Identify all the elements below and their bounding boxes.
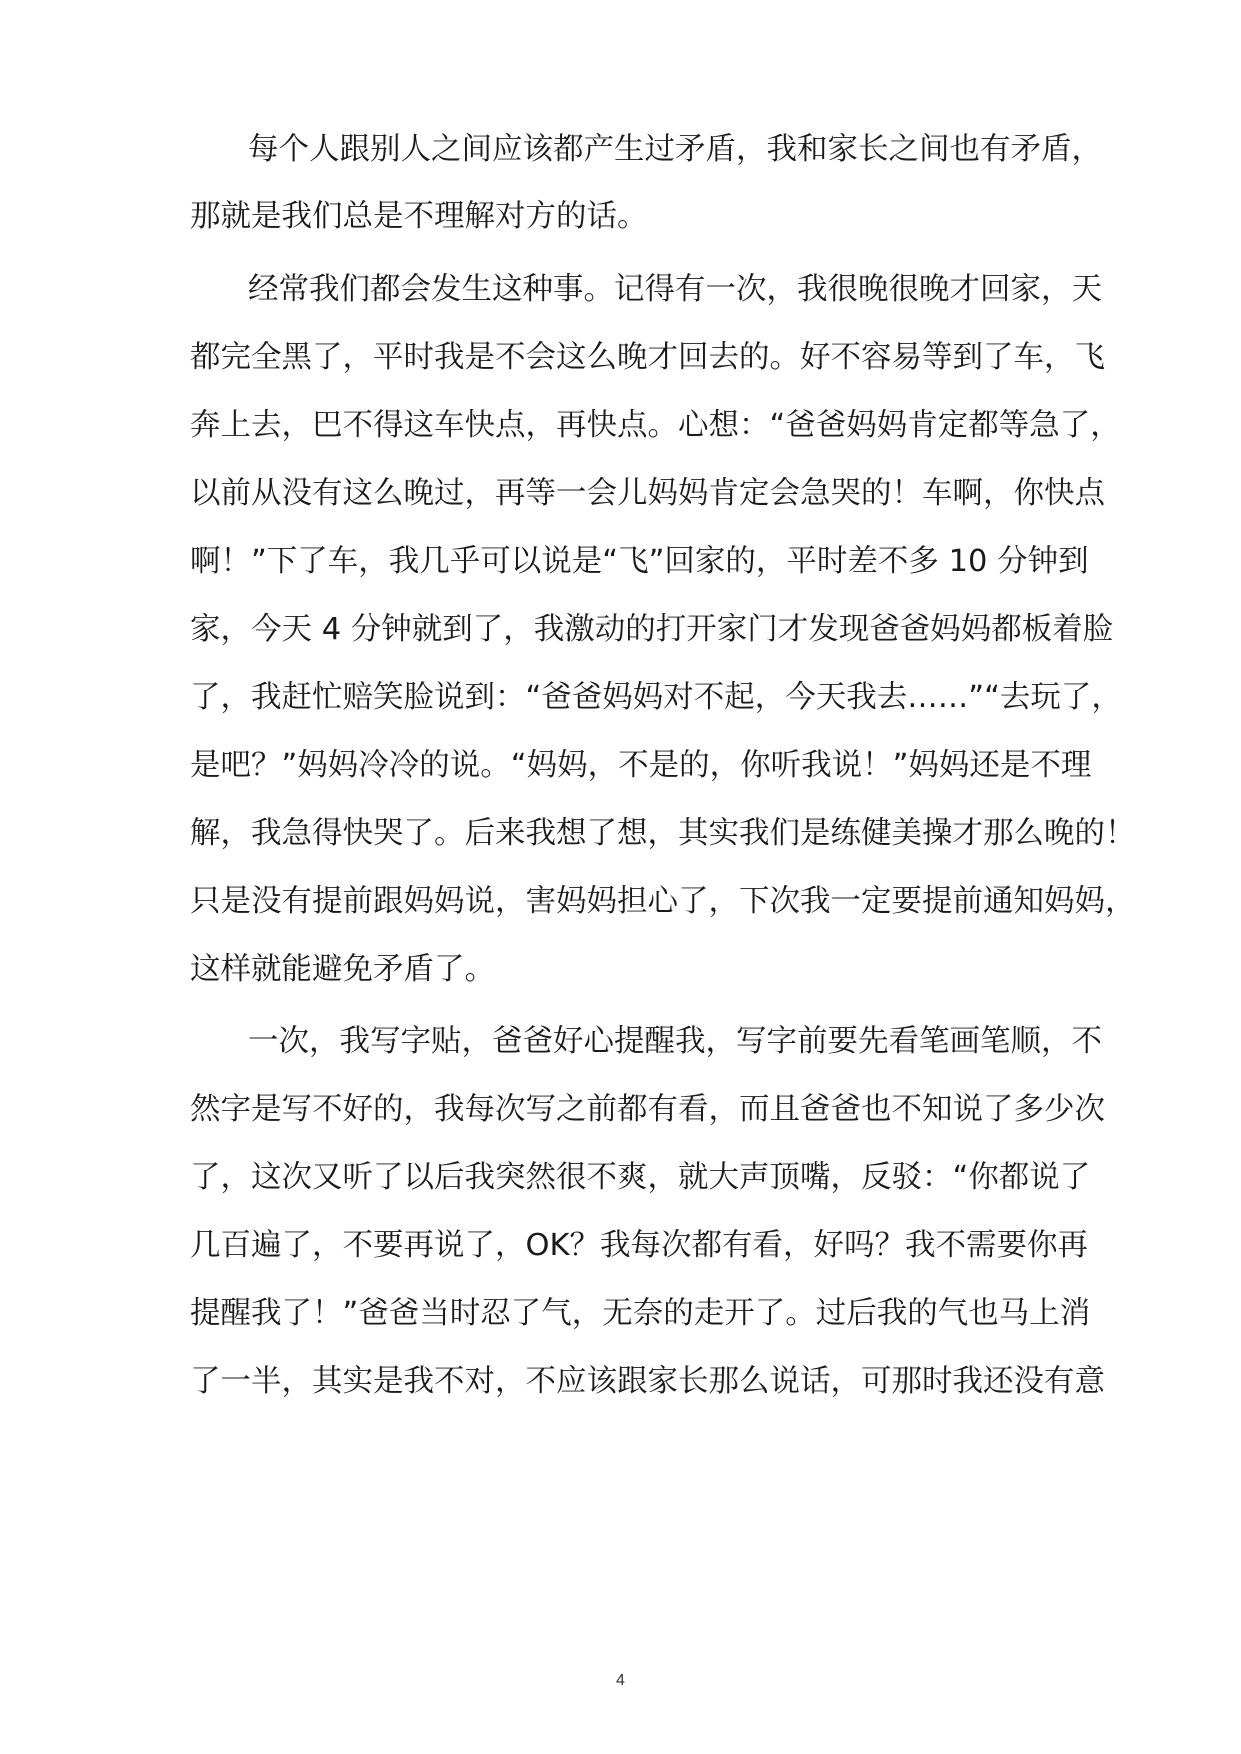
paragraph-1-line-2: 那就是我们总是不理解对方的话。 bbox=[190, 199, 648, 234]
paragraph-3-line-5: 提醒我了！”爸爸当时忍了气，无奈的走开了。过后我的气也马上消 bbox=[190, 1296, 1091, 1331]
paragraph-2-line-7: 了，我赶忙赔笑脸说到：“爸爸妈妈对不起，今天我去……”“去玩了， bbox=[190, 680, 1122, 715]
paragraph-2-line-5: 啊！”下了车，我几乎可以说是“飞”回家的，平时差不多 10 分钟到 bbox=[190, 544, 1089, 579]
paragraph-3-line-6: 了一半，其实是我不对，不应该跟家长那么说话，可那时我还没有意 bbox=[190, 1364, 1105, 1399]
paragraph-2-line-3: 奔上去，巴不得这车快点，再快点。心想：“爸爸妈妈肯定都等急了， bbox=[190, 408, 1121, 443]
paragraph-3-line-1: 一次，我写字贴，爸爸好心提醒我，写字前要先看笔画笔顺，不 bbox=[248, 1024, 1102, 1059]
paragraph-2-line-9: 解，我急得快哭了。后来我想了想，其实我们是练健美操才那么晚的！ bbox=[190, 816, 1136, 851]
paragraph-3-line-4: 几百遍了，不要再说了，OK？我每次都有看，好吗？我不需要你再 bbox=[190, 1228, 1089, 1263]
paragraph-2-line-2: 都完全黑了，平时我是不会这么晚才回去的。好不容易等到了车，飞 bbox=[190, 340, 1105, 375]
paragraph-2-line-1: 经常我们都会发生这种事。记得有一次，我很晚很晚才回家，天 bbox=[248, 272, 1102, 307]
paragraph-2-line-4: 以前从没有这么晚过，再等一会儿妈妈肯定会急哭的！车啊，你快点 bbox=[190, 476, 1105, 511]
paragraph-3-line-3: 了，这次又听了以后我突然很不爽，就大声顶嘴，反驳：“你都说了 bbox=[190, 1160, 1091, 1195]
paragraph-3-line-2: 然字是写不好的，我每次写之前都有看，而且爸爸也不知说了多少次 bbox=[190, 1092, 1105, 1127]
paragraph-2-line-6: 家，今天 4 分钟就到了，我激动的打开家门才发现爸爸妈妈都板着脸 bbox=[190, 612, 1114, 647]
paragraph-2-line-11: 这样就能避免矛盾了。 bbox=[190, 952, 495, 987]
paragraph-1-line-1: 每个人跟别人之间应该都产生过矛盾，我和家长之间也有矛盾， bbox=[248, 132, 1102, 167]
paragraph-2-line-8: 是吧？”妈妈冷冷的说。“妈妈，不是的，你听我说！”妈妈还是不理 bbox=[190, 748, 1092, 783]
paragraph-2-line-10: 只是没有提前跟妈妈说，害妈妈担心了，下次我一定要提前通知妈妈， bbox=[190, 884, 1136, 919]
page-number: 4 bbox=[616, 1672, 625, 1689]
